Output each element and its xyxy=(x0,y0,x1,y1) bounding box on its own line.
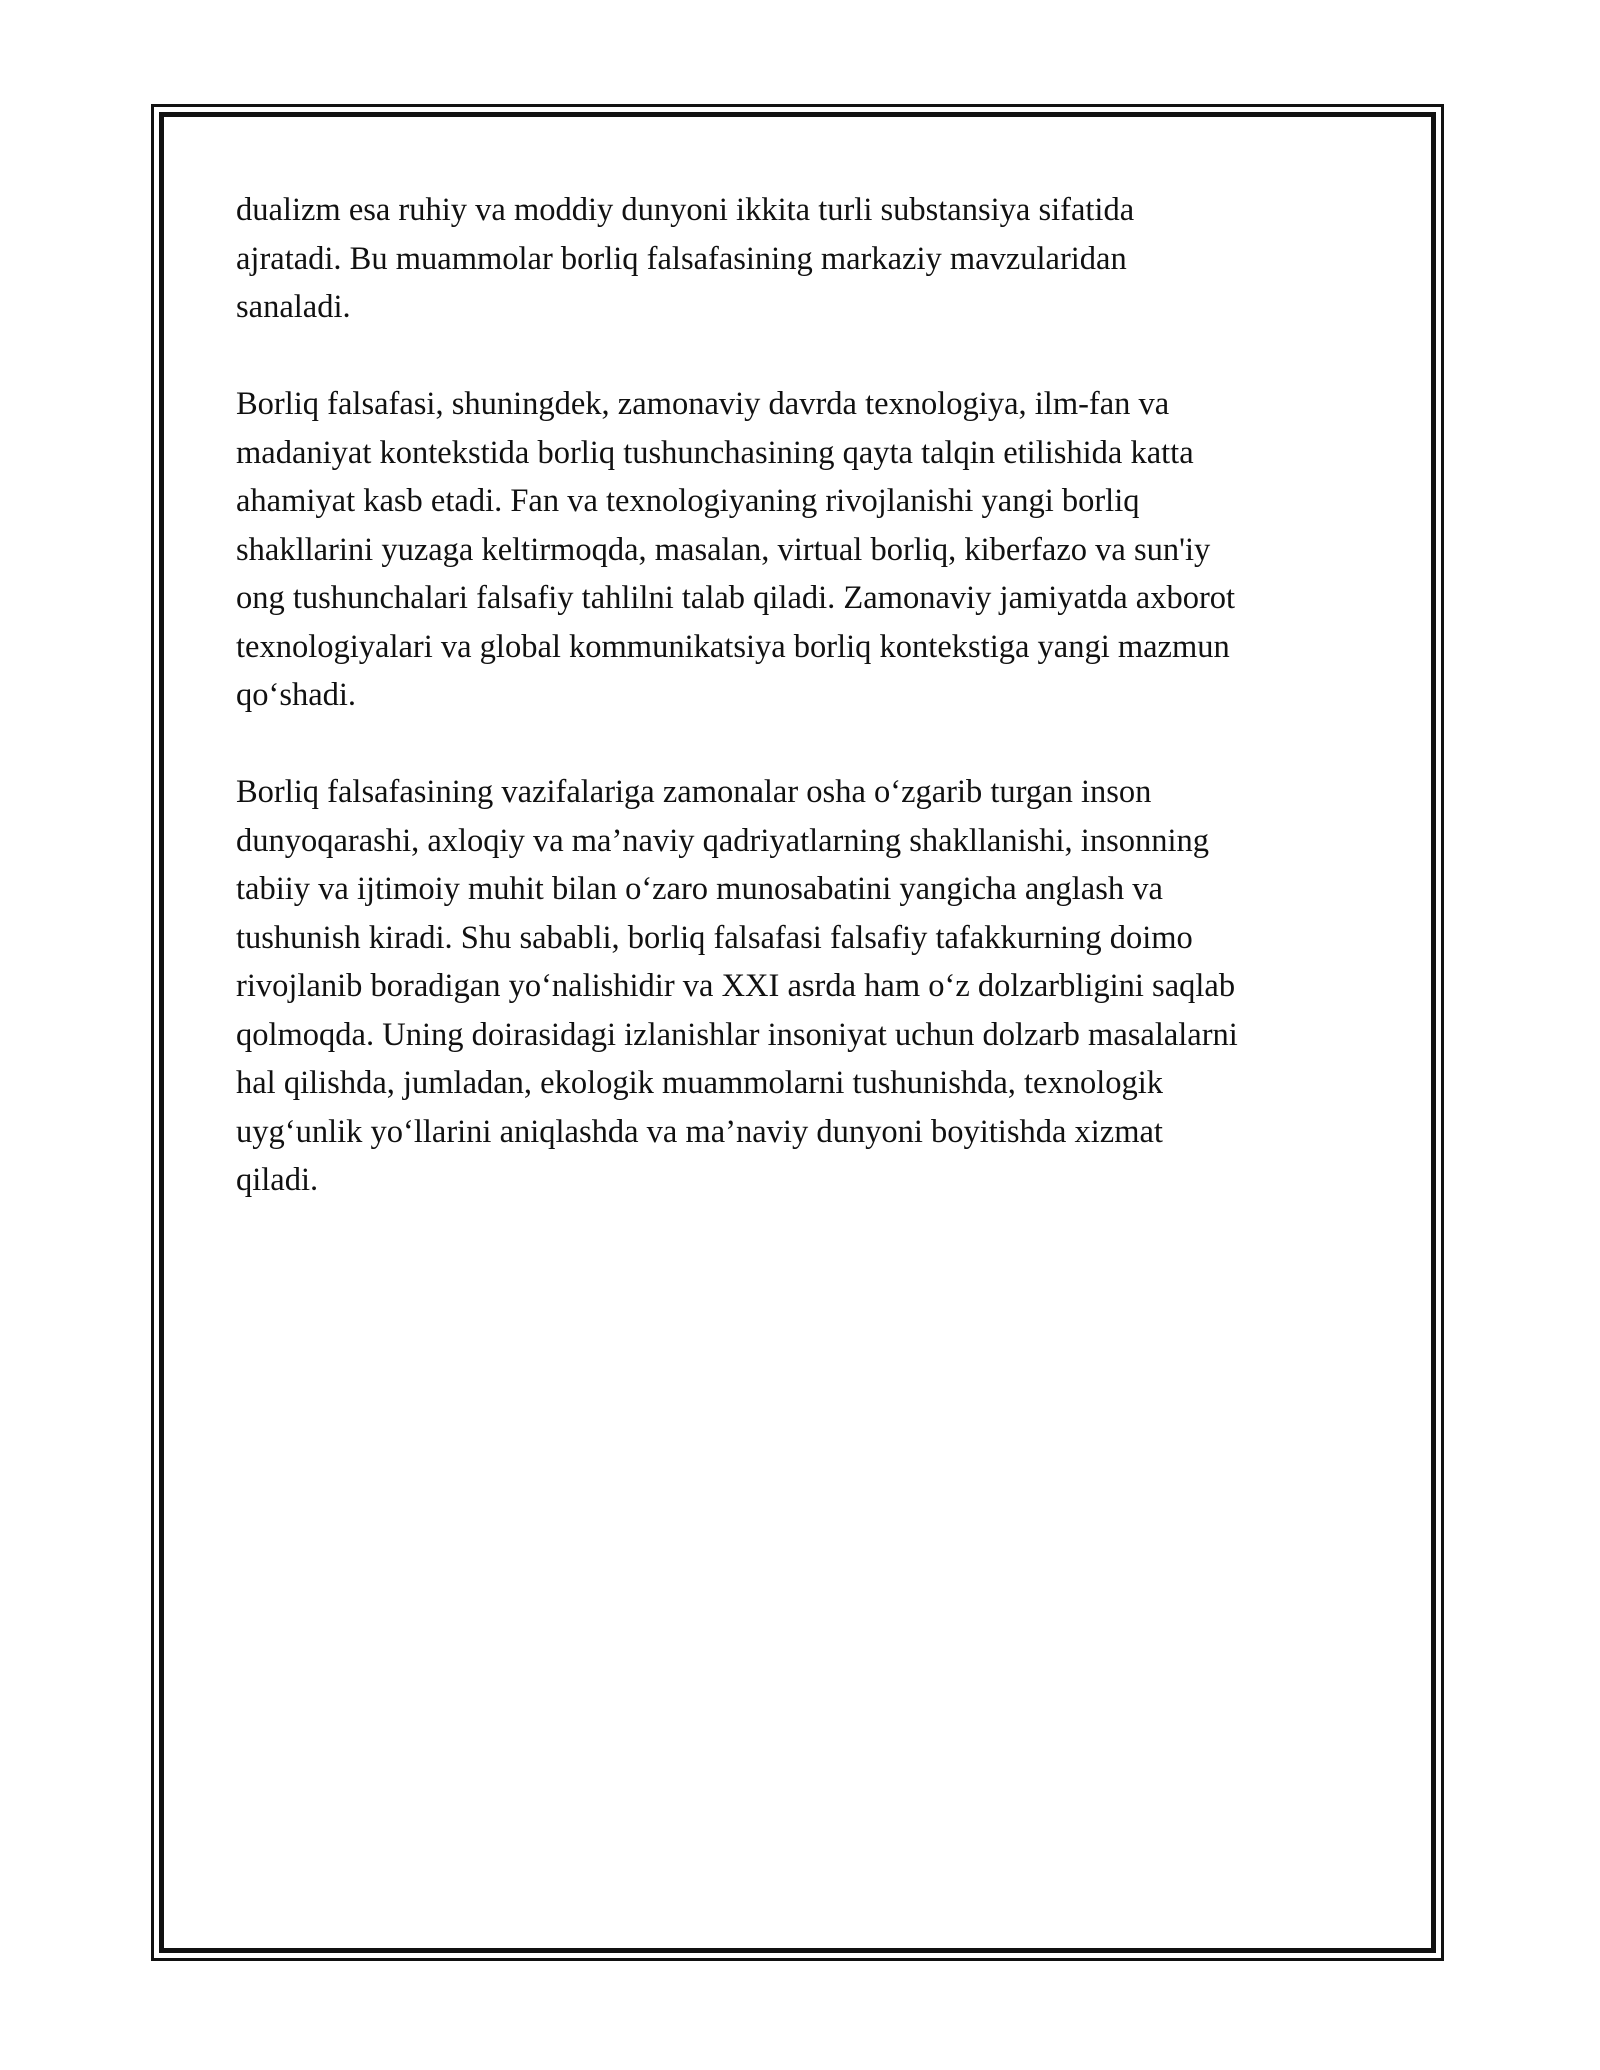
text-line: texnologiyalari va global kommunikatsiya borliq kontekstiga yangi mazmun xyxy=(236,628,1230,665)
text-line: Borliq falsafasi, shuningdek, zamonaviy davrda texnologiya, ilm-fan va xyxy=(236,386,1170,422)
text-line: qolmoqda. Uning doirasidagi izlanishlar insoniyat uchun dolzarb masalalarni xyxy=(236,1016,1238,1053)
text-line: ahamiyat kasb etadi. Fan va texnologiyaning rivojlanishi yangi borliq xyxy=(236,483,1140,519)
text-line: tushunish kiradi. Shu sababli, borliq falsafasi falsafiy tafakkurning doimo xyxy=(236,919,1193,956)
text-line: madaniyat kontekstida borliq tushunchasining qayta talqin etilishida katta xyxy=(236,434,1194,471)
document-body xyxy=(236,186,1376,1253)
text-line: uyg‘unlik yo‘llarini aniqlashda va ma’naviy dunyoni boyitishda xizmat xyxy=(236,1113,1163,1150)
text-line: dualizm esa ruhiy va moddiy dunyoni ikkita turli substansiya sifatida xyxy=(236,192,1135,228)
paragraph-1 xyxy=(236,186,1376,332)
text-line: shakllarini yuzaga keltirmoqda, masalan, virtual borliq, kiberfazo va sun'iy xyxy=(236,531,1211,568)
text-line: hal qilishda, jumladan, ekologik muammolarni tushunishda, texnologik xyxy=(236,1065,1164,1101)
text-line: rivojlanib boradigan yo‘nalishidir va XXI asrda ham o‘z dolzarbligini saqlab xyxy=(236,968,1236,1004)
text-line: Borliq falsafasining vazifalariga zamonalar osha o‘zgarib turgan inson xyxy=(236,774,1152,810)
text-line: qo‘shadi. xyxy=(236,677,357,713)
text-line: qiladi. xyxy=(236,1162,319,1198)
text-line: sanaladi. xyxy=(236,289,351,325)
text-line: ajratadi. Bu muammolar borliq falsafasining markaziy mavzularidan xyxy=(236,240,1127,277)
paragraph-3 xyxy=(236,768,1376,1205)
text-line: ong tushunchalari falsafiy tahlilni talab qiladi. Zamonaviy jamiyatda axborot xyxy=(236,580,1236,616)
paragraph-2 xyxy=(236,380,1376,720)
text-line: tabiiy va ijtimoiy muhit bilan o‘zaro munosabatini yangicha anglash va xyxy=(236,871,1163,907)
text-line: dunyoqarashi, axloqiy va ma’naviy qadriyatlarning shakllanishi, insonning xyxy=(236,822,1210,859)
